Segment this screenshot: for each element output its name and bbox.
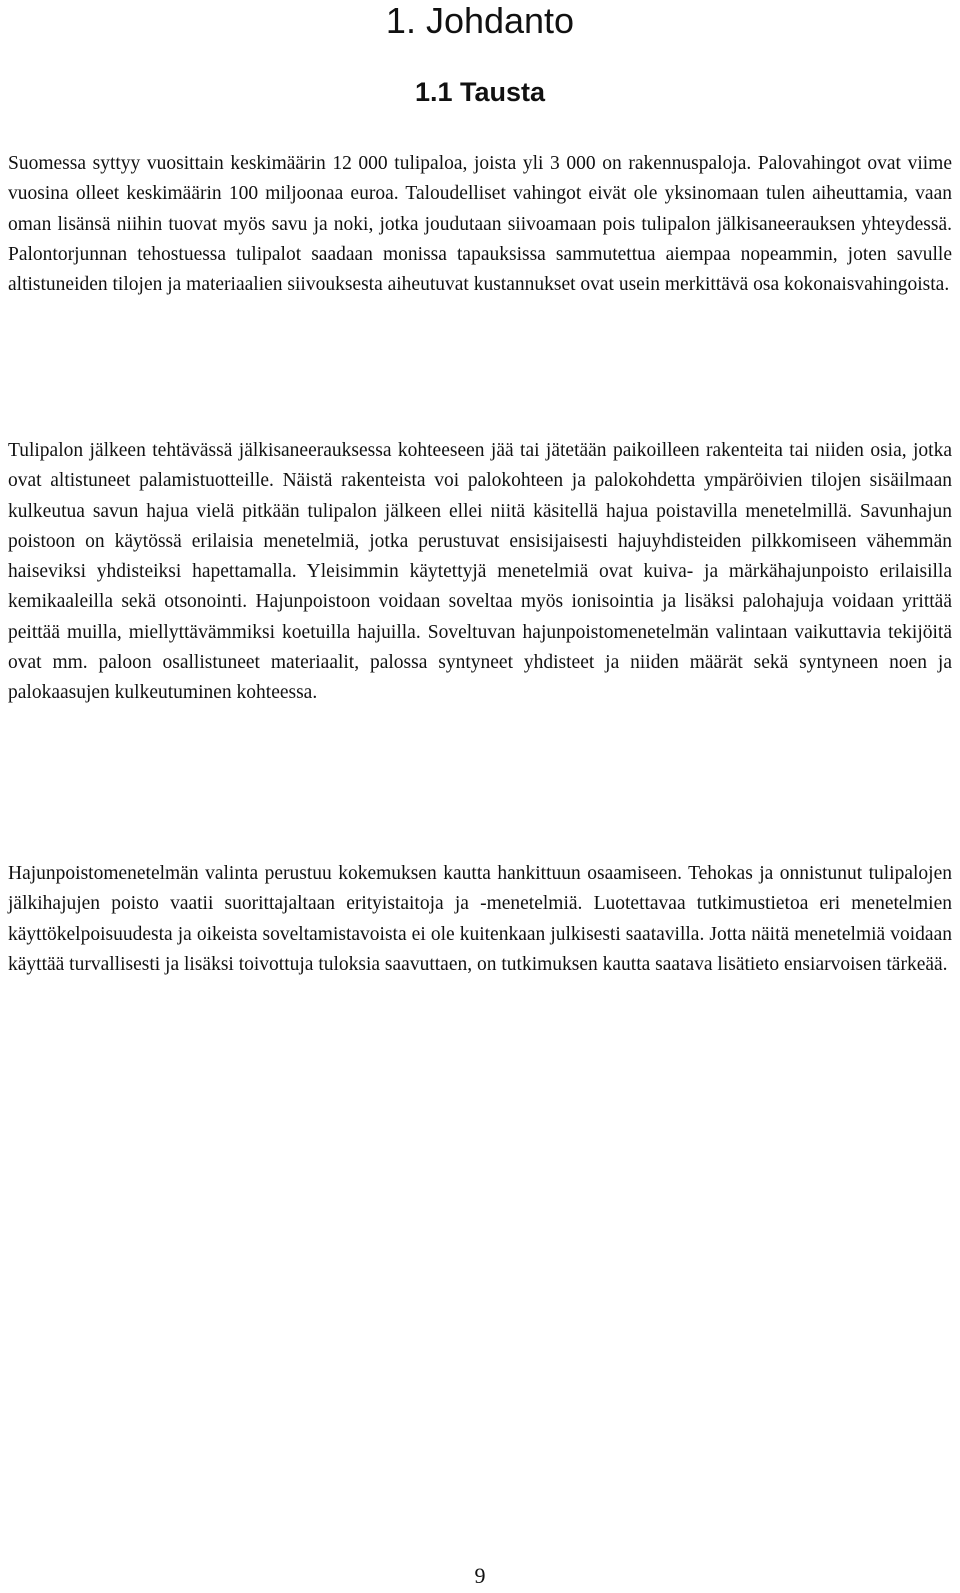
- paragraph: Hajunpoistomenetelmän valinta perustuu kokemuksen kautta hankittuun osaamiseen. Tehokas ja onnistunut tulipalojen jälkihajujen poisto vaatii suorittajaltaan erityistaitoja ja -menetelmiä. Luotettavaa tutkimustietoa eri menetelmien käyttökelpoisuudesta ja oikeista soveltamistavoista ei ole kuitenkaan julkisesti saatavilla. Jotta näitä menetelmiä voidaan käyttää turvallisesti ja lisäksi toivottuja tuloksia saavuttaen, on tutkimuksen kautta saatava lisätieto ensiarvoisen tärkeää.: [8, 863, 952, 975]
- paragraph: Tulipalon jälkeen tehtävässä jälkisaneerauksessa kohteeseen jää tai jätetään paikoilleen rakenteita tai niiden osia, jotka ovat altistuneet palamistuotteille. Näistä rakenteista voi palokohteen ja palokohdetta ympäröivien tilojen sisäilmaan kulkeutua savun hajua vielä pitkään tulipalon jälkeen ellei niitä käsitellä hajua poistavilla menetelmillä. Savunhajun poistoon on käytössä erilaisia menetelmiä, jotka perustuvat ensisijaisesti hajuyhdisteiden pilkkomiseen vähemmän haiseviksi yhdisteiksi hapettamalla. Yleisimmin käytettyjä menetelmiä ovat kuiva- ja märkähajunpoisto erilaisilla kemikaaleilla sekä otsonointi. Hajunpoistoon voidaan soveltaa myös ionisointia ja lisäksi palohajuja voidaan yrittää peittää muilla, miellyttävämmiksi koetuilla hajuilla. Soveltuvan hajunpoistomenetelmän valintaan vaikuttavia tekijöitä ovat mm. paloon osallistuneet materiaalit, palossa syntyneet yhdisteet ja niiden määrät sekä syntyneen noen ja palokaasujen kulkeutuminen kohteessa.: [8, 440, 952, 704]
- page-number: 9: [474, 1563, 486, 1588]
- chapter-title: 1. Johdanto: [385, 0, 575, 41]
- section-title: 1.1 Tausta: [414, 77, 546, 107]
- paragraph: Suomessa syttyy vuosittain keskimäärin 12 000 tulipaloa, joista yli 3 000 on rakennuspaloja. Palovahingot ovat viime vuosina olleet keskimäärin 100 miljoonaa euroa. Taloudelliset vahingot eivät ole yksinomaan tulen aiheuttamia, vaan oman lisänsä niihin tuovat myös savu ja noki, jotka joudutaan siivoamaan pois tulipalon jälkisaneerauksen yhteydessä. Palontorjunnan tehostuessa tulipalot saadaan monissa tapauksissa sammutettua aiempaa nopeammin, joten savulle altistuneiden tilojen ja materiaalien siivouksesta aiheutuvat kustannukset ovat usein merkittävä osa kokonaisvahingoista.: [8, 153, 952, 296]
